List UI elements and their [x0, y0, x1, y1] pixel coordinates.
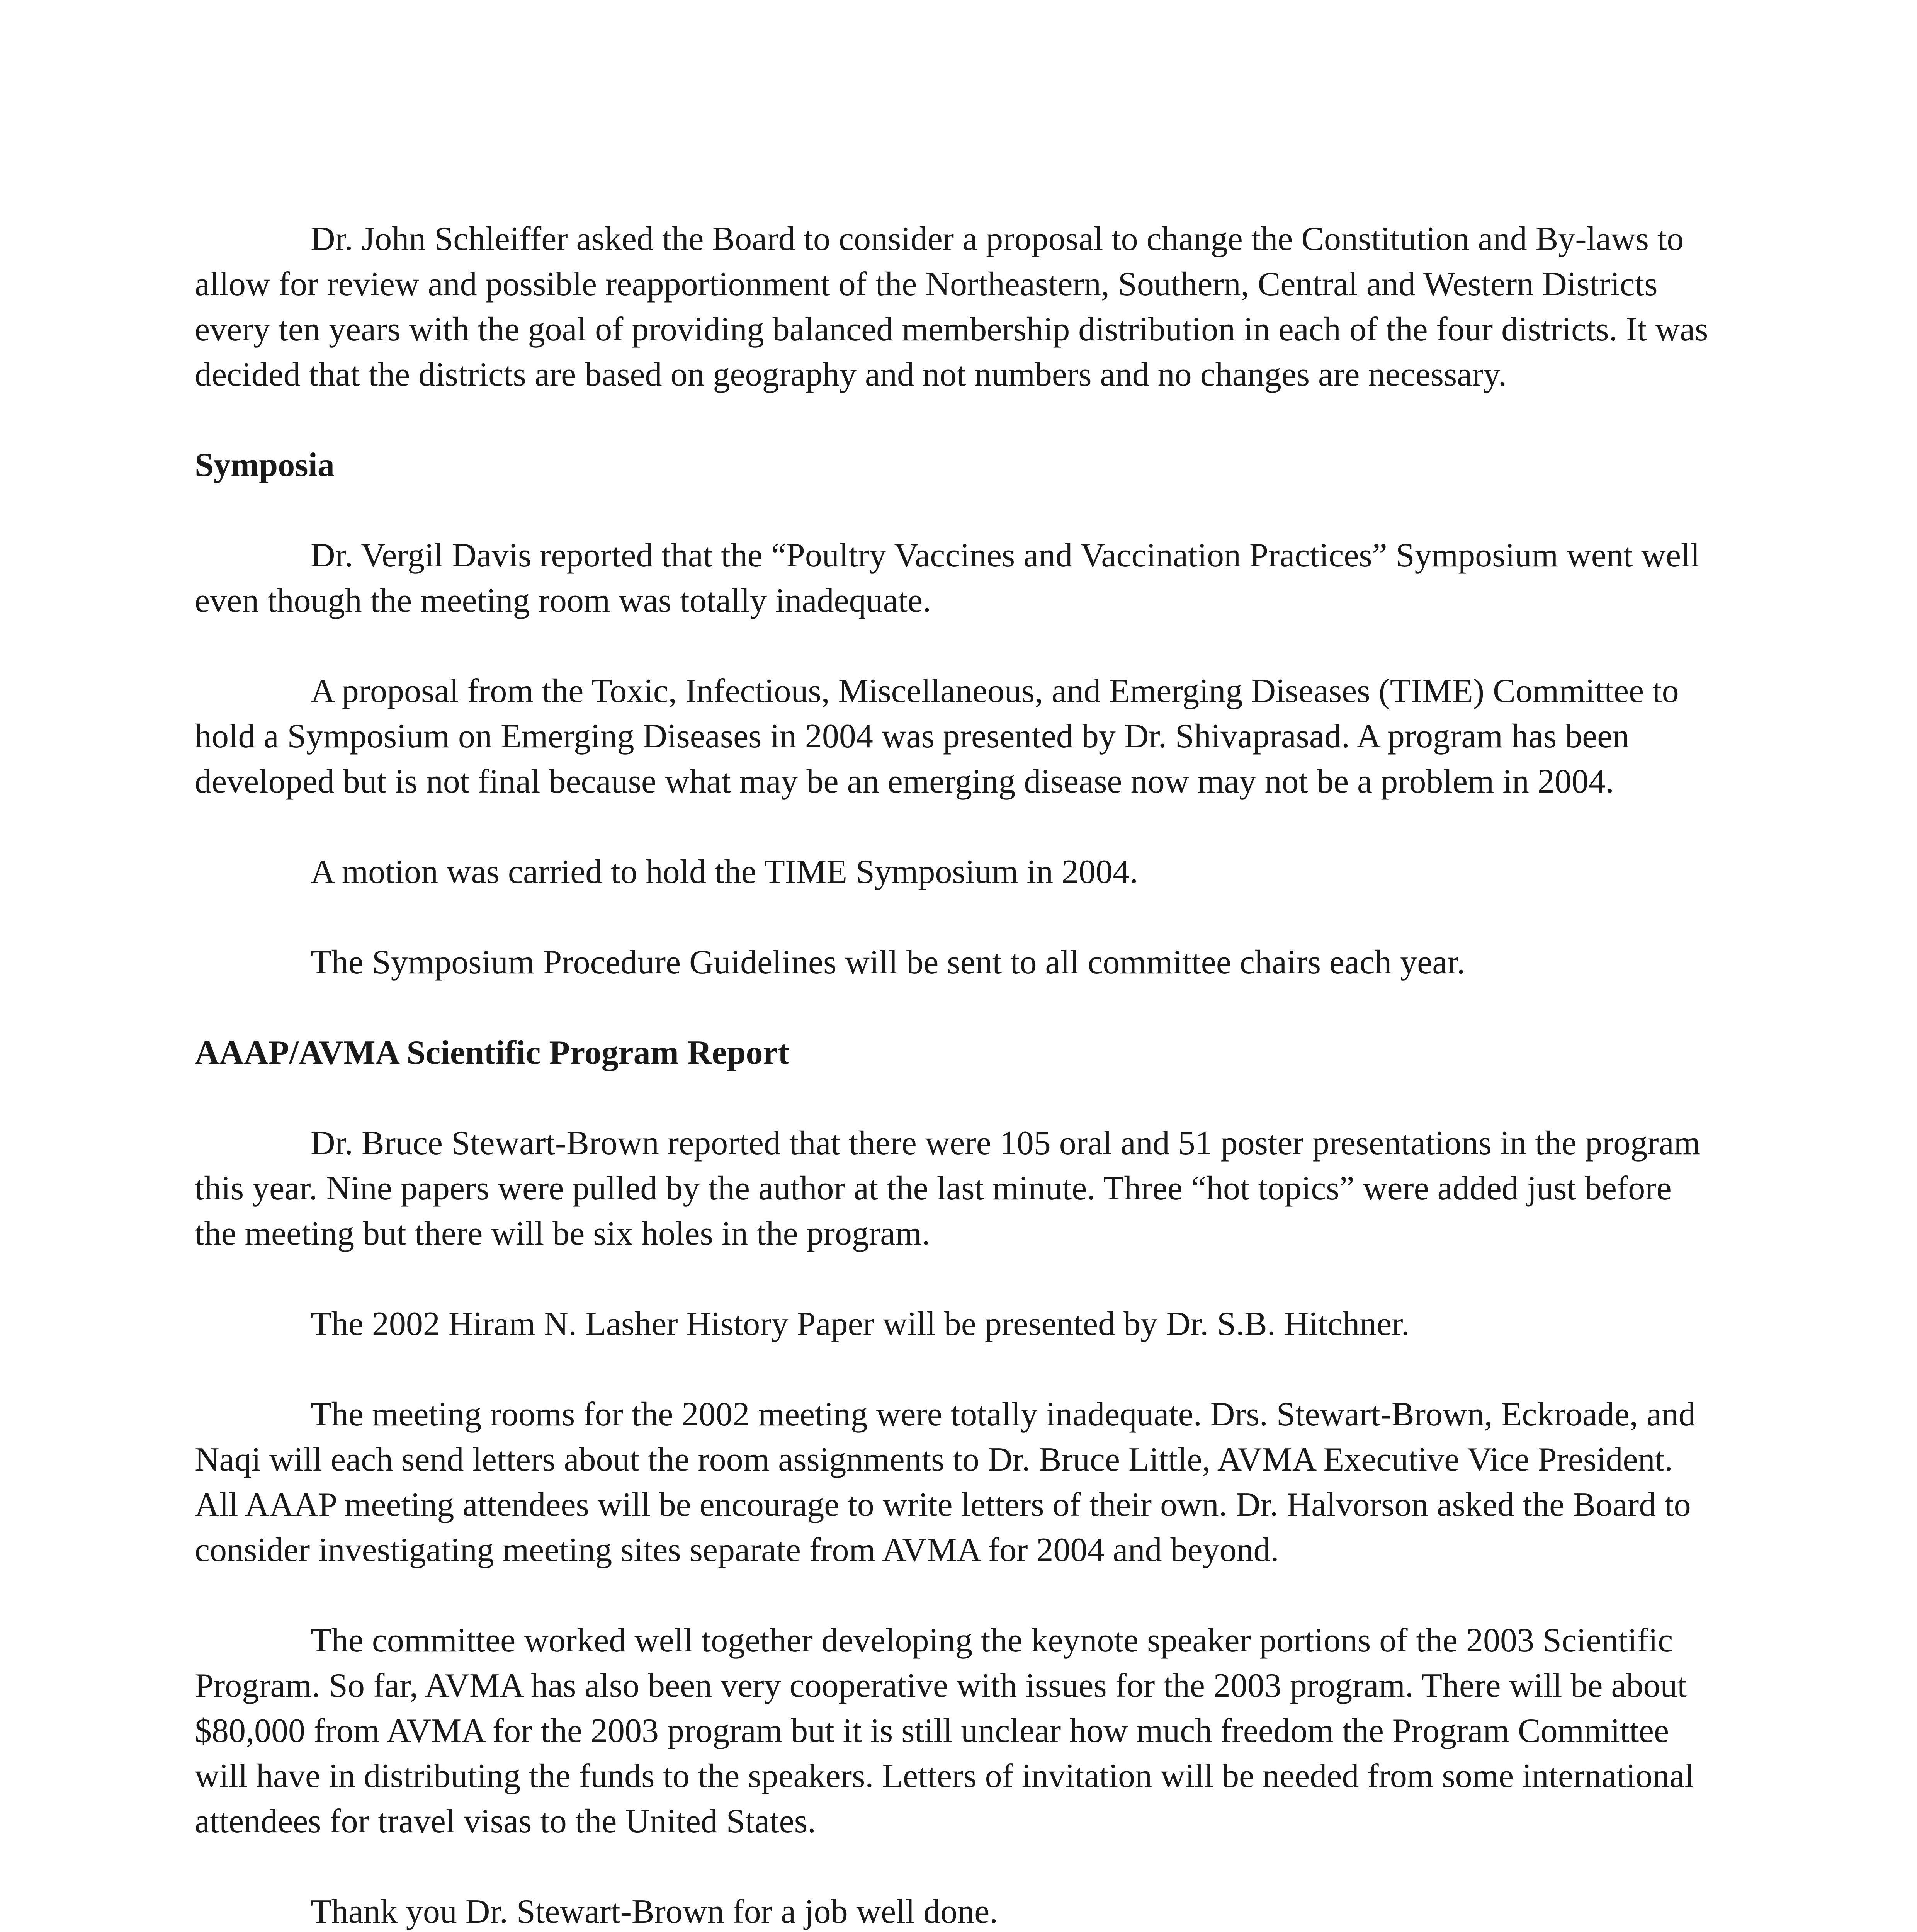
- paragraph-guidelines: The Symposium Procedure Guidelines will be sent to all committee chairs each year.: [311, 944, 1465, 981]
- paragraph-presentations: Dr. Bruce Stewart-Brown reported that there were 105 oral and 51 poster presentations in the program this year. Nine papers were pulled by the author at the last minute. Three “hot topics” were added just before the meeting but there will be six holes in the program.: [195, 1124, 1701, 1252]
- paragraph-history-paper: The 2002 Hiram N. Lasher History Paper will be presented by Dr. S.B. Hitchner.: [311, 1305, 1410, 1343]
- paragraph-committee-work: The committee worked well together developing the keynote speaker portions of the 2003 Scientific Program. So far, AVMA has also been very cooperative with issues for the 2003 program. There will be about $80,000 from AVMA for the 2003 program but it is still unclear how much freedom the Program Committee will have in distributing the funds to the speakers. Letters of invitation will be needed from some international attendees for travel visas to the United States.: [195, 1622, 1694, 1840]
- paragraph-districts-proposal: Dr. John Schleiffer asked the Board to consider a proposal to change the Constitution and By-laws to allow for review and possible reapportionment of the Northeastern, Southern, Central and Western Districts every ten years with the goal of providing balanced membership distribution in each of the four districts. It was decided that the districts are based on geography and not numbers and no changes are necessary.: [195, 220, 1708, 393]
- heading-symposia: Symposia: [195, 446, 335, 484]
- paragraph-meeting-rooms: The meeting rooms for the 2002 meeting were totally inadequate. Drs. Stewart-Brown, Eckroade, and Naqi will each send letters about the room assignments to Dr. Bruce Little, AVMA Executive Vice President. All AAAP meeting attendees will be encourage to write letters of their own. Dr. Halvorson asked the Board to consider investigating meeting sites separate from AVMA for 2004 and beyond.: [195, 1396, 1696, 1569]
- paragraph-time-proposal: A proposal from the Toxic, Infectious, Miscellaneous, and Emerging Diseases (TIME) Committee to hold a Symposium on Emerging Diseases in 2004 was presented by Dr. Shivaprasad. A program has been developed but is not final because what may be an emerging disease now may not be a problem in 2004.: [195, 672, 1679, 800]
- paragraph-thanks: Thank you Dr. Stewart-Brown for a job well done.: [311, 1893, 998, 1930]
- paragraph-vaccines-symposium: Dr. Vergil Davis reported that the “Poultry Vaccines and Vaccination Practices” Symposium went well even though the meeting room was totally inadequate.: [195, 537, 1700, 619]
- paragraph-motion: A motion was carried to hold the TIME Symposium in 2004.: [311, 853, 1138, 891]
- document-body: [195, 216, 1713, 1932]
- heading-program-report: AAAP/AVMA Scientific Program Report: [195, 1034, 789, 1071]
